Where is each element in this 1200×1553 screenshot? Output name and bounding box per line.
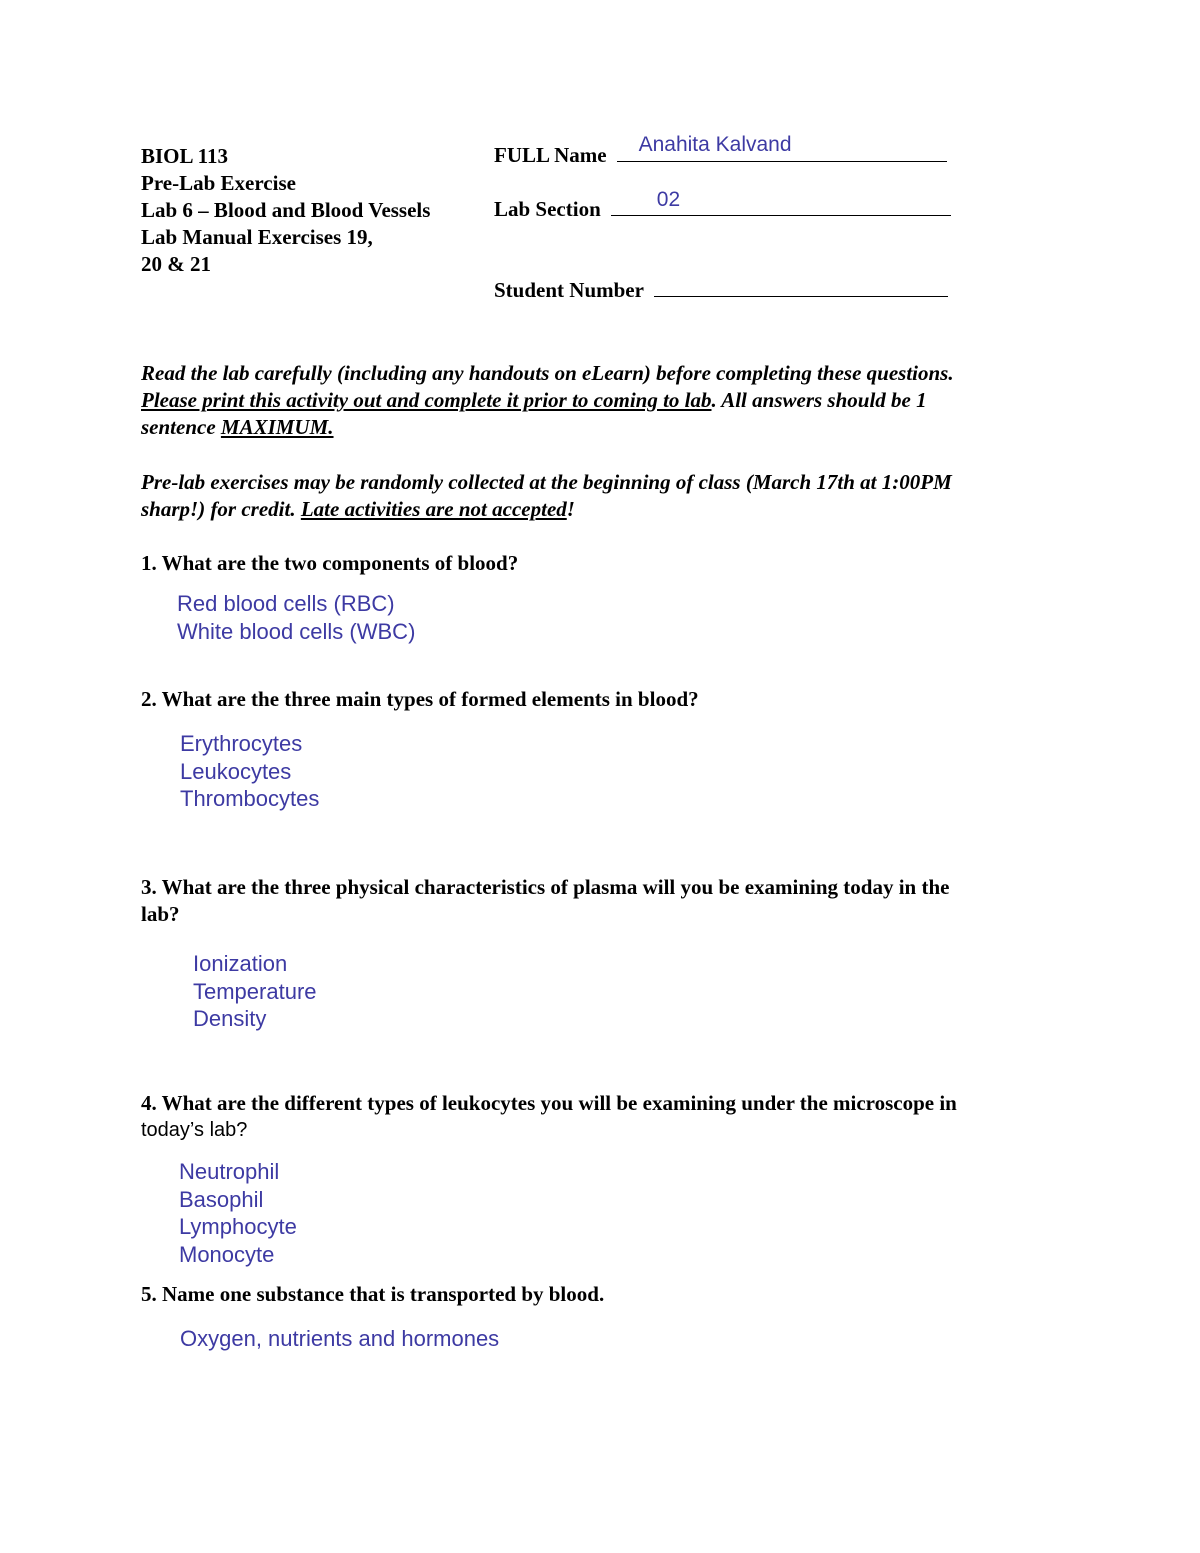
answer-item: Basophil	[179, 1186, 264, 1212]
instructions-text: sentence	[141, 415, 221, 439]
instructions-line	[141, 496, 952, 523]
student-number-field[interactable]	[494, 278, 948, 303]
lab-section-field[interactable]	[494, 188, 951, 222]
answer-item: Temperature	[193, 978, 317, 1004]
answer-item: Red blood cells (RBC)	[177, 591, 395, 616]
answer-item: Monocyte	[179, 1241, 275, 1267]
question-line: 3. What are the three physical characteristics of plasma will you be examining today in the	[141, 875, 950, 899]
instructions-line	[141, 414, 954, 441]
student-number-line[interactable]	[654, 282, 948, 297]
course-code: BIOL 113	[141, 144, 228, 168]
full-name-field[interactable]	[494, 133, 947, 168]
instructions-line: Read the lab carefully (including any handouts on eLearn) before completing these questions.	[141, 361, 954, 385]
instructions-underlined: Late activities are not accepted	[300, 497, 567, 521]
question-4	[141, 1090, 957, 1144]
full-name-line[interactable]	[617, 133, 947, 162]
answer-item: Leukocytes	[180, 758, 292, 784]
question-line: today’s lab?	[141, 1119, 248, 1141]
answer-item: Ionization	[193, 951, 288, 976]
exercise-title: Pre-Lab Exercise	[141, 171, 296, 195]
answer-item: Erythrocytes	[180, 731, 303, 756]
answer-block-2[interactable]	[180, 730, 319, 813]
instructions-text: sharp!) for credit.	[141, 497, 301, 521]
lab-section-line[interactable]	[611, 188, 951, 216]
instructions-text: !	[566, 497, 575, 521]
answer-block-3[interactable]	[193, 950, 317, 1033]
full-name-value: Anahita Kalvand	[638, 133, 792, 156]
manual-line-2: 20 & 21	[141, 252, 211, 276]
instructions-underlined: Please print this activity out and complete it prior to coming to lab	[141, 388, 712, 412]
instructions-text: . All answers should be 1	[711, 388, 927, 412]
answer-item: White blood cells (WBC)	[177, 618, 416, 644]
instructions-paragraph-2	[141, 469, 952, 523]
question-1: 1. What are the two components of blood?	[141, 551, 519, 575]
instructions-line: Pre-lab exercises may be randomly collected at the beginning of class (March 17th at 1:00PM	[141, 470, 952, 494]
answer-item: Thrombocytes	[180, 786, 320, 811]
answer-block-5[interactable]	[180, 1325, 499, 1353]
student-number-label: Student Number	[494, 278, 644, 302]
manual-line-1: Lab Manual Exercises 19,	[141, 225, 373, 249]
question-line: 4. What are the different types of leukocytes you will be examining under the microscope in	[141, 1091, 957, 1115]
question-5: 5. Name one substance that is transported by blood.	[141, 1282, 605, 1306]
question-3	[141, 874, 949, 928]
instructions-underlined: MAXIMUM.	[220, 415, 334, 439]
answer-item: Lymphocyte	[179, 1214, 297, 1239]
answer-block-1[interactable]	[177, 590, 415, 645]
lab-section-label: Lab Section	[494, 197, 601, 221]
instructions-line	[141, 387, 954, 414]
question-2: 2. What are the three main types of formed elements in blood?	[141, 687, 699, 711]
question-line: lab?	[141, 902, 180, 926]
answer-item: Density	[193, 1006, 267, 1031]
answer-block-4[interactable]	[179, 1158, 297, 1268]
lab-section-value: 02	[656, 188, 681, 211]
full-name-label: FULL Name	[494, 143, 607, 167]
answer-item: Oxygen, nutrients and hormones	[180, 1326, 500, 1351]
lab-title: Lab 6 – Blood and Blood Vessels	[141, 198, 431, 222]
answer-item: Neutrophil	[179, 1159, 280, 1184]
instructions-paragraph-1	[141, 360, 954, 441]
course-header	[141, 143, 430, 278]
